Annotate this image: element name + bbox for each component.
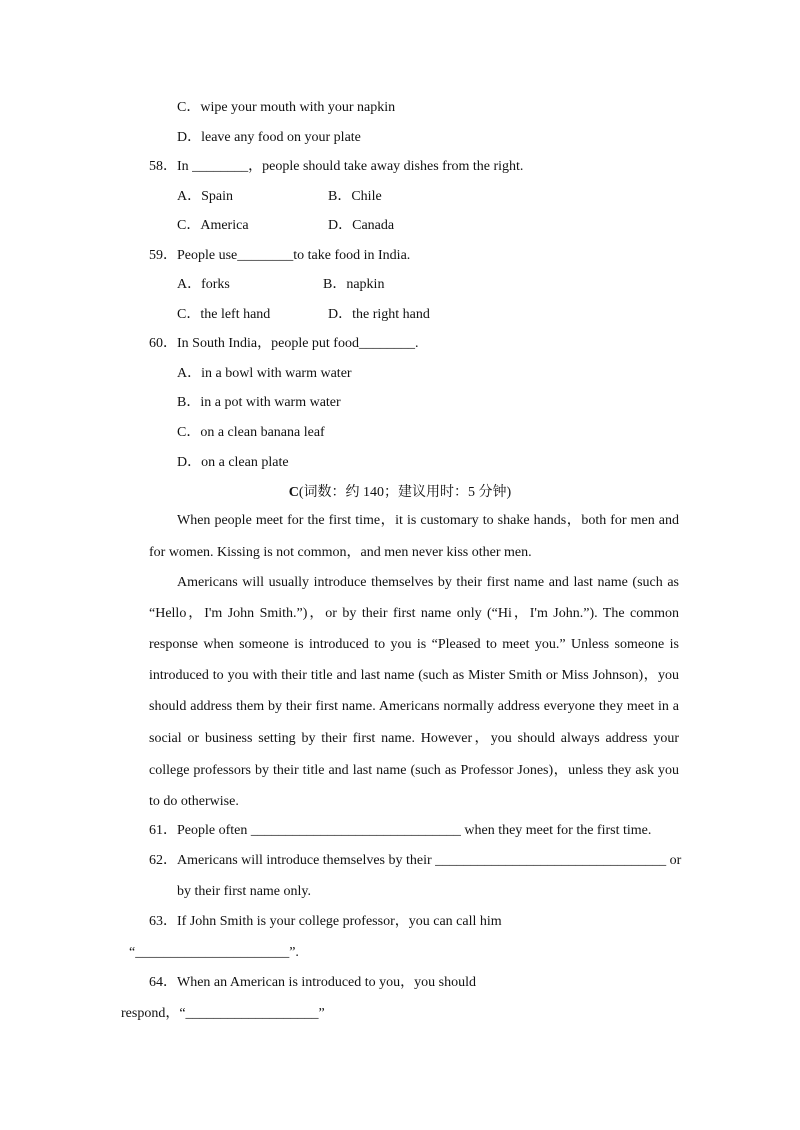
q62-stem-line2: by their first name only.: [177, 884, 312, 899]
q58-option-c: C．America: [177, 218, 249, 233]
q57-option-d: D．leave any food on your plate: [177, 130, 361, 145]
q60-option-c: C．on a clean banana leaf: [177, 425, 325, 440]
passage-p2-line3: response when someone is introduced to you is “Pleased to meet you.” Unless someone is: [149, 637, 679, 652]
q60-option-d: D．on a clean plate: [177, 455, 289, 470]
section-letter: C: [288, 485, 299, 500]
q60-stem: 60．In South India，people put food________.: [149, 336, 419, 351]
q59-option-c: C．the left hand: [177, 307, 271, 322]
section-info: (词数：约 140；建议用时：5 分钟): [298, 485, 512, 500]
q60-option-b: B．in a pot with warm water: [177, 395, 341, 410]
section-c-heading: [0, 484, 800, 502]
q57-option-c: C．wipe your mouth with your napkin: [177, 100, 396, 115]
passage-p2-line1: Americans will usually introduce themselves by their first name and last name (such as: [177, 575, 679, 590]
q58-option-d: D．Canada: [328, 218, 395, 233]
q59-stem: 59．People use________to take food in India.: [149, 248, 411, 263]
q58-option-b: B．Chile: [328, 189, 382, 204]
q64-stem-line1: 64．When an American is introduced to you，you should: [149, 975, 476, 990]
q59-option-d: D．the right hand: [328, 307, 430, 322]
q63-stem-line1: 63．If John Smith is your college professor，you can call him: [149, 914, 502, 929]
q59-option-a: A．forks: [177, 277, 230, 292]
passage-p2-line7: college professors by their title and last name (such as Professor Jones)，unless they ask you: [149, 763, 679, 778]
q58-option-a: A．Spain: [177, 189, 233, 204]
passage-p2-line6: social or business setting by their first name. However，you should always address your: [149, 731, 679, 746]
q58-stem: 58．In ________，people should take away dishes from the right.: [149, 159, 524, 174]
q64-stem-line2: respond，“___________________”: [121, 1006, 325, 1021]
q62-stem-line1: 62．Americans will introduce themselves by their _________________________________ or: [149, 853, 682, 868]
q61-stem: 61．People often ______________________________ when they meet for the first time.: [149, 823, 652, 838]
passage-p1-line1: When people meet for the first time，it is customary to shake hands，both for men and: [177, 513, 679, 528]
passage-p2-line2: “Hello，I'm John Smith.”)，or by their first name only (“Hi，I'm John.”). The common: [149, 606, 679, 621]
passage-p2-line8: to do otherwise.: [149, 794, 239, 809]
passage-p2-line4: introduced to you with their title and last name (such as Mister Smith or Miss Johnson)，you: [149, 668, 679, 683]
passage-p1-line2: for women. Kissing is not common，and men never kiss other men.: [149, 545, 532, 560]
q63-stem-line2: “______________________”.: [129, 945, 299, 960]
q60-option-a: A．in a bowl with warm water: [177, 366, 352, 381]
q59-option-b: B．napkin: [323, 277, 385, 292]
passage-p2-line5: should address them by their first name. Americans normally address everyone they meet in a: [149, 699, 679, 714]
